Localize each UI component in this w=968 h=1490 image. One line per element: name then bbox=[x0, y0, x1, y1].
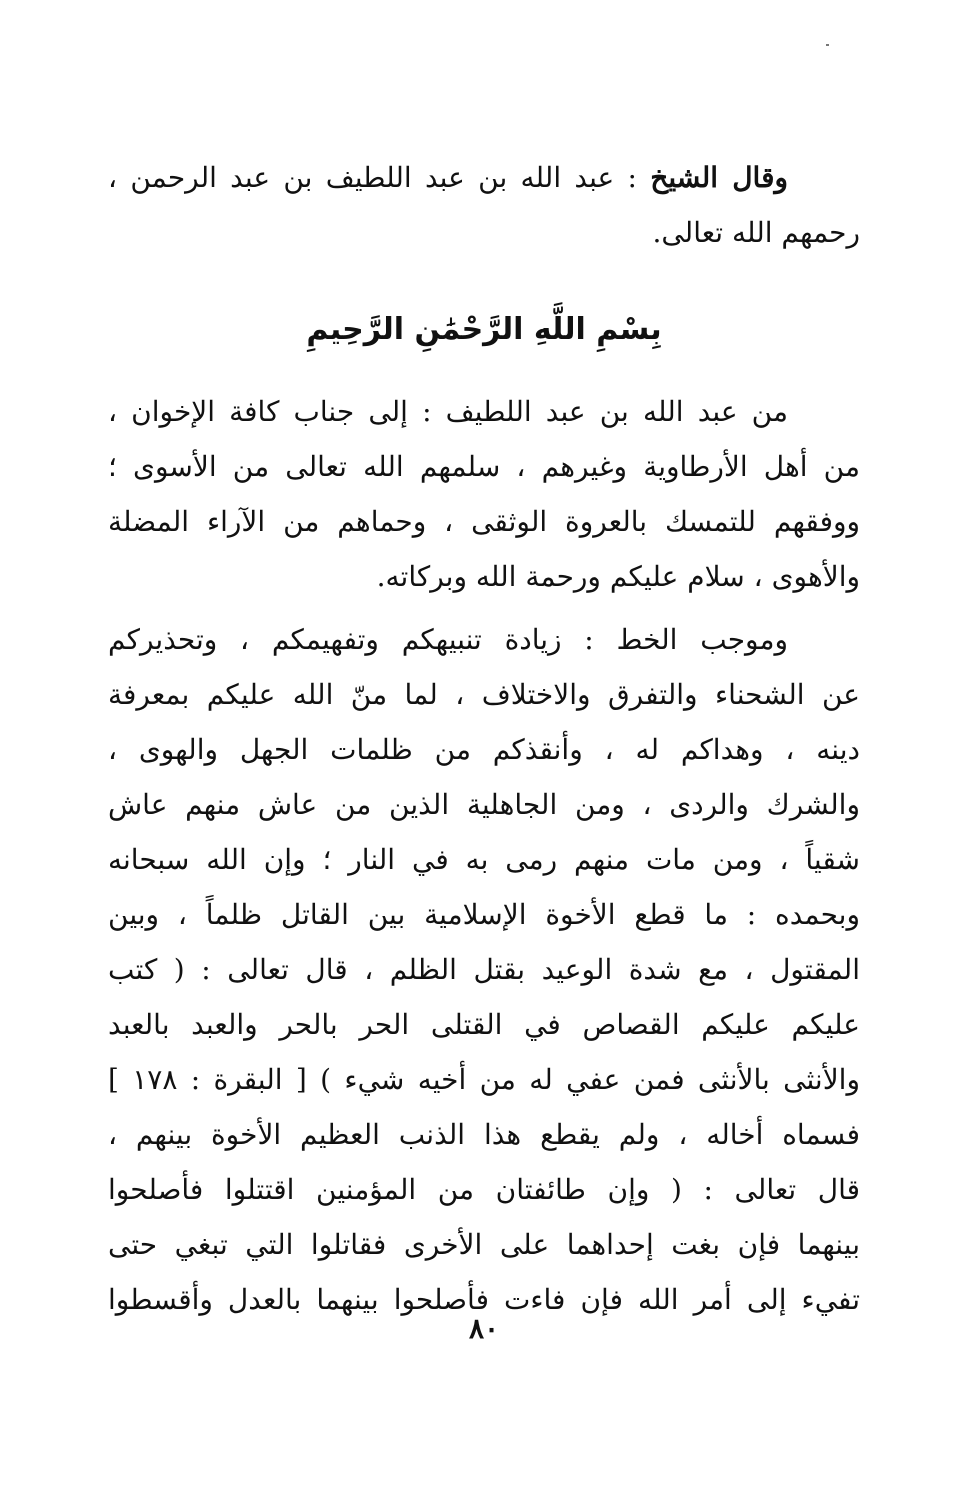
paragraph-2-line: وموجب الخط : زيادة تنبيهكم وتفهيمكم ، وتحذيركم bbox=[108, 623, 788, 656]
paragraph-2-line: والشرك والردى ، ومن الجاهلية الذين من عاش منهم عاش bbox=[108, 788, 860, 821]
page-number: ٨٠ bbox=[468, 1312, 500, 1345]
intro-block bbox=[108, 150, 860, 260]
intro-line-2: رحمهم الله تعالى. bbox=[652, 216, 860, 249]
paragraph-2-line: قال تعالى : ( وإن طائفتان من المؤمنين اقتتلوا فأصلحوا bbox=[108, 1173, 860, 1206]
paragraph-2-line: وبحمده : ما قطع الأخوة الإسلامية بين القاتل ظلماً ، وبين bbox=[108, 898, 860, 931]
paragraph-1 bbox=[108, 384, 860, 604]
paragraph-1-line: ووفقهم للتمسك بالعروة الوثقى ، وحماهم من الآراء المضلة bbox=[108, 505, 860, 538]
paragraph-2-line: عن الشحناء والتفرق والاختلاف ، لما منّ الله عليكم بمعرفة bbox=[108, 678, 860, 711]
speaker-label: وقال الشيخ bbox=[650, 161, 788, 194]
scan-speck bbox=[826, 44, 829, 46]
paragraph-2-line: تفيء إلى أمر الله فإن فاءت فأصلحوا بينهما بالعدل وأقسطوا bbox=[108, 1283, 860, 1316]
intro-line-1-text: : عبد الله بن عبد اللطيف بن عبد الرحمن ، bbox=[108, 161, 651, 194]
paragraph-1-line: من عبد الله بن عبد اللطيف : إلى جناب كافة الإخوان ، bbox=[108, 395, 788, 428]
paragraph-2-line: المقتول ، مع شدة الوعيد بقتل الظلم ، قال تعالى : ( كتب bbox=[108, 953, 860, 986]
paragraph-2 bbox=[108, 612, 860, 1327]
paragraph-2-line: عليكم عليكم القصاص في القتلى الحر بالحر والعبد بالعبد bbox=[108, 1008, 860, 1041]
paragraph-1-line: من أهل الأرطاوية وغيرهم ، سلمهم الله تعالى من الأسوى ؛ bbox=[108, 450, 860, 483]
paragraph-1-line: والأهوى ، سلام عليكم ورحمة الله وبركاته. bbox=[376, 560, 860, 593]
paragraph-2-line: والأنثى بالأنثى فمن عفي له من أخيه شيء ) [ البقرة : ١٧٨ ] bbox=[108, 1063, 860, 1096]
paragraph-2-line: دينه ، وهداكم له ، وأنقذكم من ظلمات الجهل والهوى ، bbox=[108, 733, 860, 766]
paragraph-2-line: شقياً ، ومن مات منهم رمى به في النار ؛ وإن الله سبحانه bbox=[108, 843, 860, 876]
paragraph-2-line: بينهما فإن بغت إحداهما على الأخرى فقاتلوا التي تبغي حتى bbox=[108, 1228, 860, 1261]
paragraph-2-line: فسماه أخاله ، ولم يقطع هذا الذنب العظيم الأخوة بينهم ، bbox=[108, 1118, 860, 1151]
intro-line-1 bbox=[108, 150, 860, 205]
basmala-heading: بِسْمِ اللَّهِ الرَّحْمَٰنِ الرَّحِيمِ bbox=[306, 312, 662, 347]
